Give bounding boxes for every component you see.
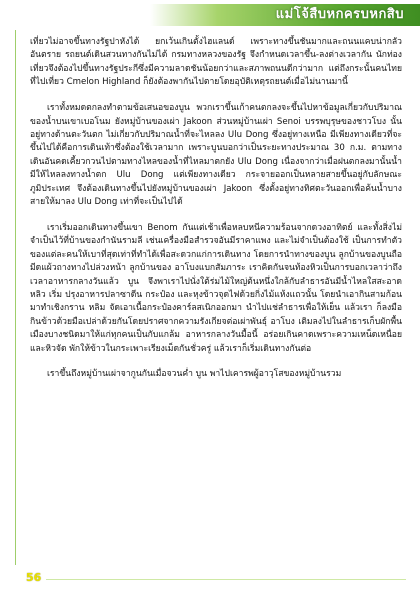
footer-rule <box>46 579 406 580</box>
page-footer <box>0 566 420 594</box>
paragraph-2: เราทั้งหมดตกลงทำตามข้อเสนอของบูน พวกเราขึ้นเก้าคนตกลงจะขึ้นไปหาข้อมูลเกี่ยวกับปริมาณของน้ำบนเขาเบอโนม ยังหมู่บ้านของเผ่า Jakoon ส่วนหมู่บ้านเผ่า Senoi บรรพบุรุษของชาวโบง นั้นอยู่ทางด้านตะวันตก ไม่เกี่ยวกับปริมาณน้ำที่จะไหลลง Ulu Dong ซึ่งอยู่ทางเหนือ มีเพียงทางเดียวที่จะขึ้นไปได้คือการเดินเท้าซึ่งต้องใช้เวลามาก เพราะบูนบอกว่าเป็นระยะทางประมาณ 30 ก.ม. ตามทางเดินอันคดเคี้ยวกวนไปตามทางไหลของน้ำที่ไหลมาตกยัง Ulu Dong เนื่องจากว่าเมื่อฝนตกลงมานั้นน้ำมีให้ไหลลงทางน้ำตก Ulu Dong แต่เพียงทางเดียว กระจายออกเป็นหลายสายขึ้นอยู่กับลักษณะภูมิประเทศ จึงต้องเดินทางขึ้นไปยังหมู่บ้านของเผ่า Jakoon ซึ่งตั้งอยู่ทางทิศตะวันออกเพื่อค้นน้ำบางสายให้มาลง Ulu Dong เท่าที่จะเป็นไปได้ <box>30 103 402 207</box>
page-header <box>0 0 420 26</box>
paragraph-1: เที่ยวไม่อาจขึ้นทางรัฐปาหังได้ ยกเว้นเกินตั้งไฮแลนด์ เพราะทางขึ้นชันมากและถนนแคบน่ากลัวอันตราย รถยนต์เดินสวนทางกันไม่ได้ กรมทางหลวงของรัฐ จึงกำหนดเวลาขึ้น-ลงต่างเวลากัน นักท่องเที่ยวจึงต้องไปขึ้นทางรัฐประกีซึ่งมีความลาดชันน้อยกว่าและสภาพถนนดีกว่ามาก แต่ถึงกระนั้นคนไทยที่ไปเที่ยว Cmelon Highland ก็ยังต้องพากันไปตายโดยอุบัติเหตุรถยนต์เมื่อไม่นานมานี้ <box>30 37 402 88</box>
header-title: แม่โจ้สืบหกครบหกสิบ <box>275 7 404 22</box>
article-body <box>30 36 402 394</box>
page-number: 56 <box>26 571 42 584</box>
paragraph-3: เราเริ่มออกเดินทางขึ้นเขา Benom กันแต่เช้าเพื่อหลบหนีความร้อนจากดวงอาทิตย์ และทั้งสิ่งไม่จำเป็นไว้ที่บ้านของกำนันรามลี เช่นเครื่องมือสำรวจอันมีราคาแพง และไม่จำเป็นต้องใช้ เป็นการทำตัวของแต่ละคนให้เบาที่สุดเท่าที่ทำได้เพื่อสะดวกแก่การเดินทาง โดยการนำทางของบูน ลูกบ้านของบูนถือมีดแผ้วถางทางไปล่วงหน้า ลูกบ้านของ อาโบงแบกสัมภาระ เราคิดกันจนท้องหิวเป็นการบอกเวลาว่าถึงเวลาอาหารกลางวันแล้ว บูน จึงพาเราไปนั่งใต้ร่มไม้ใหญ่ต้นหนึ่งใกล้กับลำธารอันมีน้ำไหลใสสะอาด หลิว เริ่ม ปรุงอาหารปลาซาดีน กระป๋อง และหุงข้าวจุดไฟด้วยกิ่งไม้แห้งแถวนั้น โดยนำเอากินสามก้อนมาทำเชิงกราน หลิม จัดเอาเนื้อกระป๋องคาร์ลสเนิกออกมา นำไปแช่ลำธารเพื่อให้เย็น แล้วเรา ก็ลงมือกินข้าวด้วยมือเปล่าด้วยกันโดยปราศจากความรังเกียจต่อเผ่าพันธุ์ อาโบง เติมลงไปในลำธารเก็บผักพื้นเมืองบางชนิดมาให้แก่ทุกคนเป็นกับแกล้ม อาหารกลางวันมื้อนี้ อร่อยเกินคาดเพราะความเหน็ดเหนื่อยและหิวจัด พักให้ข้าวในกระเพาะเรียงเม็ดกันชั่วครู่ แล้วเราก็เริ่มเดินทางกันต่อ <box>30 222 402 354</box>
left-margin-rule <box>15 30 16 565</box>
paragraph-4: เราขึ้นถึงหมู่บ้านเผ่าจากูนกันเมื่อจวนค่ำ บูน พาไปเคารพผู้อาวุโสของหมู่บ้านรวม <box>47 369 342 380</box>
